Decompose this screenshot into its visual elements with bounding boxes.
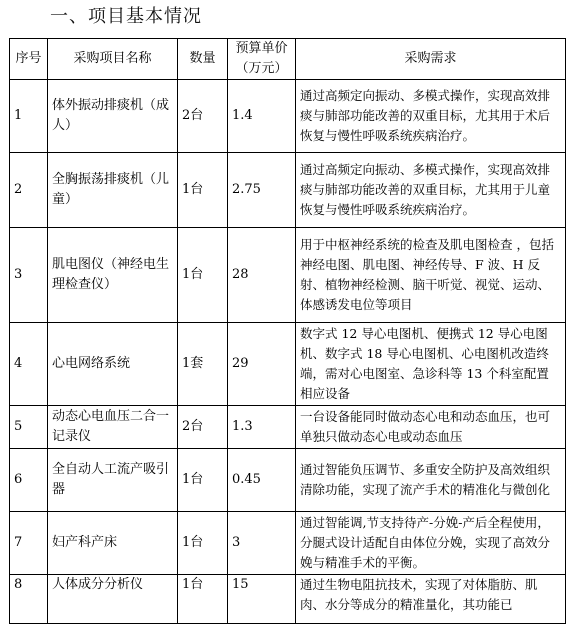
cell-price: 3	[228, 512, 296, 575]
cell-name: 肌电图仪（神经电生理检查仪）	[48, 228, 178, 323]
cell-requirement: 一台设备能同时做动态心电和动态血压，也可单独只做动态心电或动态血压	[296, 406, 566, 449]
cell-seq: 2	[10, 153, 48, 228]
cell-requirement: 数字式 12 导心电图机、便携式 12 导心电图机、数字式 18 导心电图机、心电图机改造终端，需对心电图室、急诊科等 13 个科室配置相应设备	[296, 323, 566, 406]
table-row	[10, 323, 566, 406]
cell-requirement: 通过高频定向振动、多模式操作，实现高效排痰与肺部功能改善的双重目标，尤其用于儿童恢复与慢性呼吸系统疾病治疗。	[296, 153, 566, 228]
cell-seq: 5	[10, 406, 48, 449]
cell-qty: 2台	[178, 80, 228, 153]
table-row	[10, 228, 566, 323]
cell-price: 28	[228, 228, 296, 323]
header-price: 预算单价（万元）	[228, 39, 296, 80]
cell-seq: 6	[10, 449, 48, 512]
cell-seq: 3	[10, 228, 48, 323]
cell-price: 29	[228, 323, 296, 406]
cell-qty: 1台	[178, 575, 228, 624]
table-row	[10, 406, 566, 449]
table-row	[10, 153, 566, 228]
section-title: 一、项目基本情况	[50, 6, 202, 27]
cell-qty: 1台	[178, 449, 228, 512]
cell-qty: 1套	[178, 323, 228, 406]
header-qty: 数量	[178, 39, 228, 80]
table-header-row	[10, 39, 566, 80]
cell-requirement: 通过高频定向振动、多模式操作，实现高效排痰与肺部功能改善的双重目标，尤其用于术后恢复与慢性呼吸系统疾病治疗。	[296, 80, 566, 153]
cell-seq: 1	[10, 80, 48, 153]
header-seq: 序号	[10, 39, 48, 80]
cell-requirement: 通过生物电阻抗技术，实现了对体脂肪、肌肉、水分等成分的精准量化，其功能已	[296, 575, 566, 624]
cell-name: 心电网络系统	[48, 323, 178, 406]
procurement-table	[9, 38, 566, 624]
cell-seq: 4	[10, 323, 48, 406]
cell-name: 动态心电血压二合一记录仪	[48, 406, 178, 449]
cell-price: 1.3	[228, 406, 296, 449]
cell-price: 15	[228, 575, 296, 624]
table-row	[10, 80, 566, 153]
cell-price: 2.75	[228, 153, 296, 228]
cell-name: 全自动人工流产吸引器	[48, 449, 178, 512]
cell-qty: 1台	[178, 153, 228, 228]
cell-seq: 8	[10, 575, 48, 624]
cell-qty: 1台	[178, 228, 228, 323]
cell-seq: 7	[10, 512, 48, 575]
header-name: 采购项目名称	[48, 39, 178, 80]
header-requirement: 采购需求	[296, 39, 566, 80]
cell-name: 全胸振荡排痰机（儿童）	[48, 153, 178, 228]
cell-name: 妇产科产床	[48, 512, 178, 575]
table-row	[10, 449, 566, 512]
cell-name: 体外振动排痰机（成人）	[48, 80, 178, 153]
table-row	[10, 512, 566, 575]
cell-requirement: 用于中枢神经系统的检查及肌电图检查 ，包括神经电图、肌电图、神经传导、F 波、H 反射、植物神经检测、脑干听觉、视觉、运动、体感诱发电位等项目	[296, 228, 566, 323]
cell-qty: 1台	[178, 512, 228, 575]
cell-requirement: 通过智能调,节支持待产-分娩-产后全程使用，分腿式设计适配自由体位分娩，实现了高效分娩与精准手术的平衡。	[296, 512, 566, 575]
cell-price: 0.45	[228, 449, 296, 512]
cell-requirement: 通过智能负压调节、多重安全防护及高效组织清除功能，实现了流产手术的精准化与微创化	[296, 449, 566, 512]
cell-name: 人体成分分析仪	[48, 575, 178, 624]
cell-qty: 2台	[178, 406, 228, 449]
cell-price: 1.4	[228, 80, 296, 153]
table-row	[10, 575, 566, 624]
